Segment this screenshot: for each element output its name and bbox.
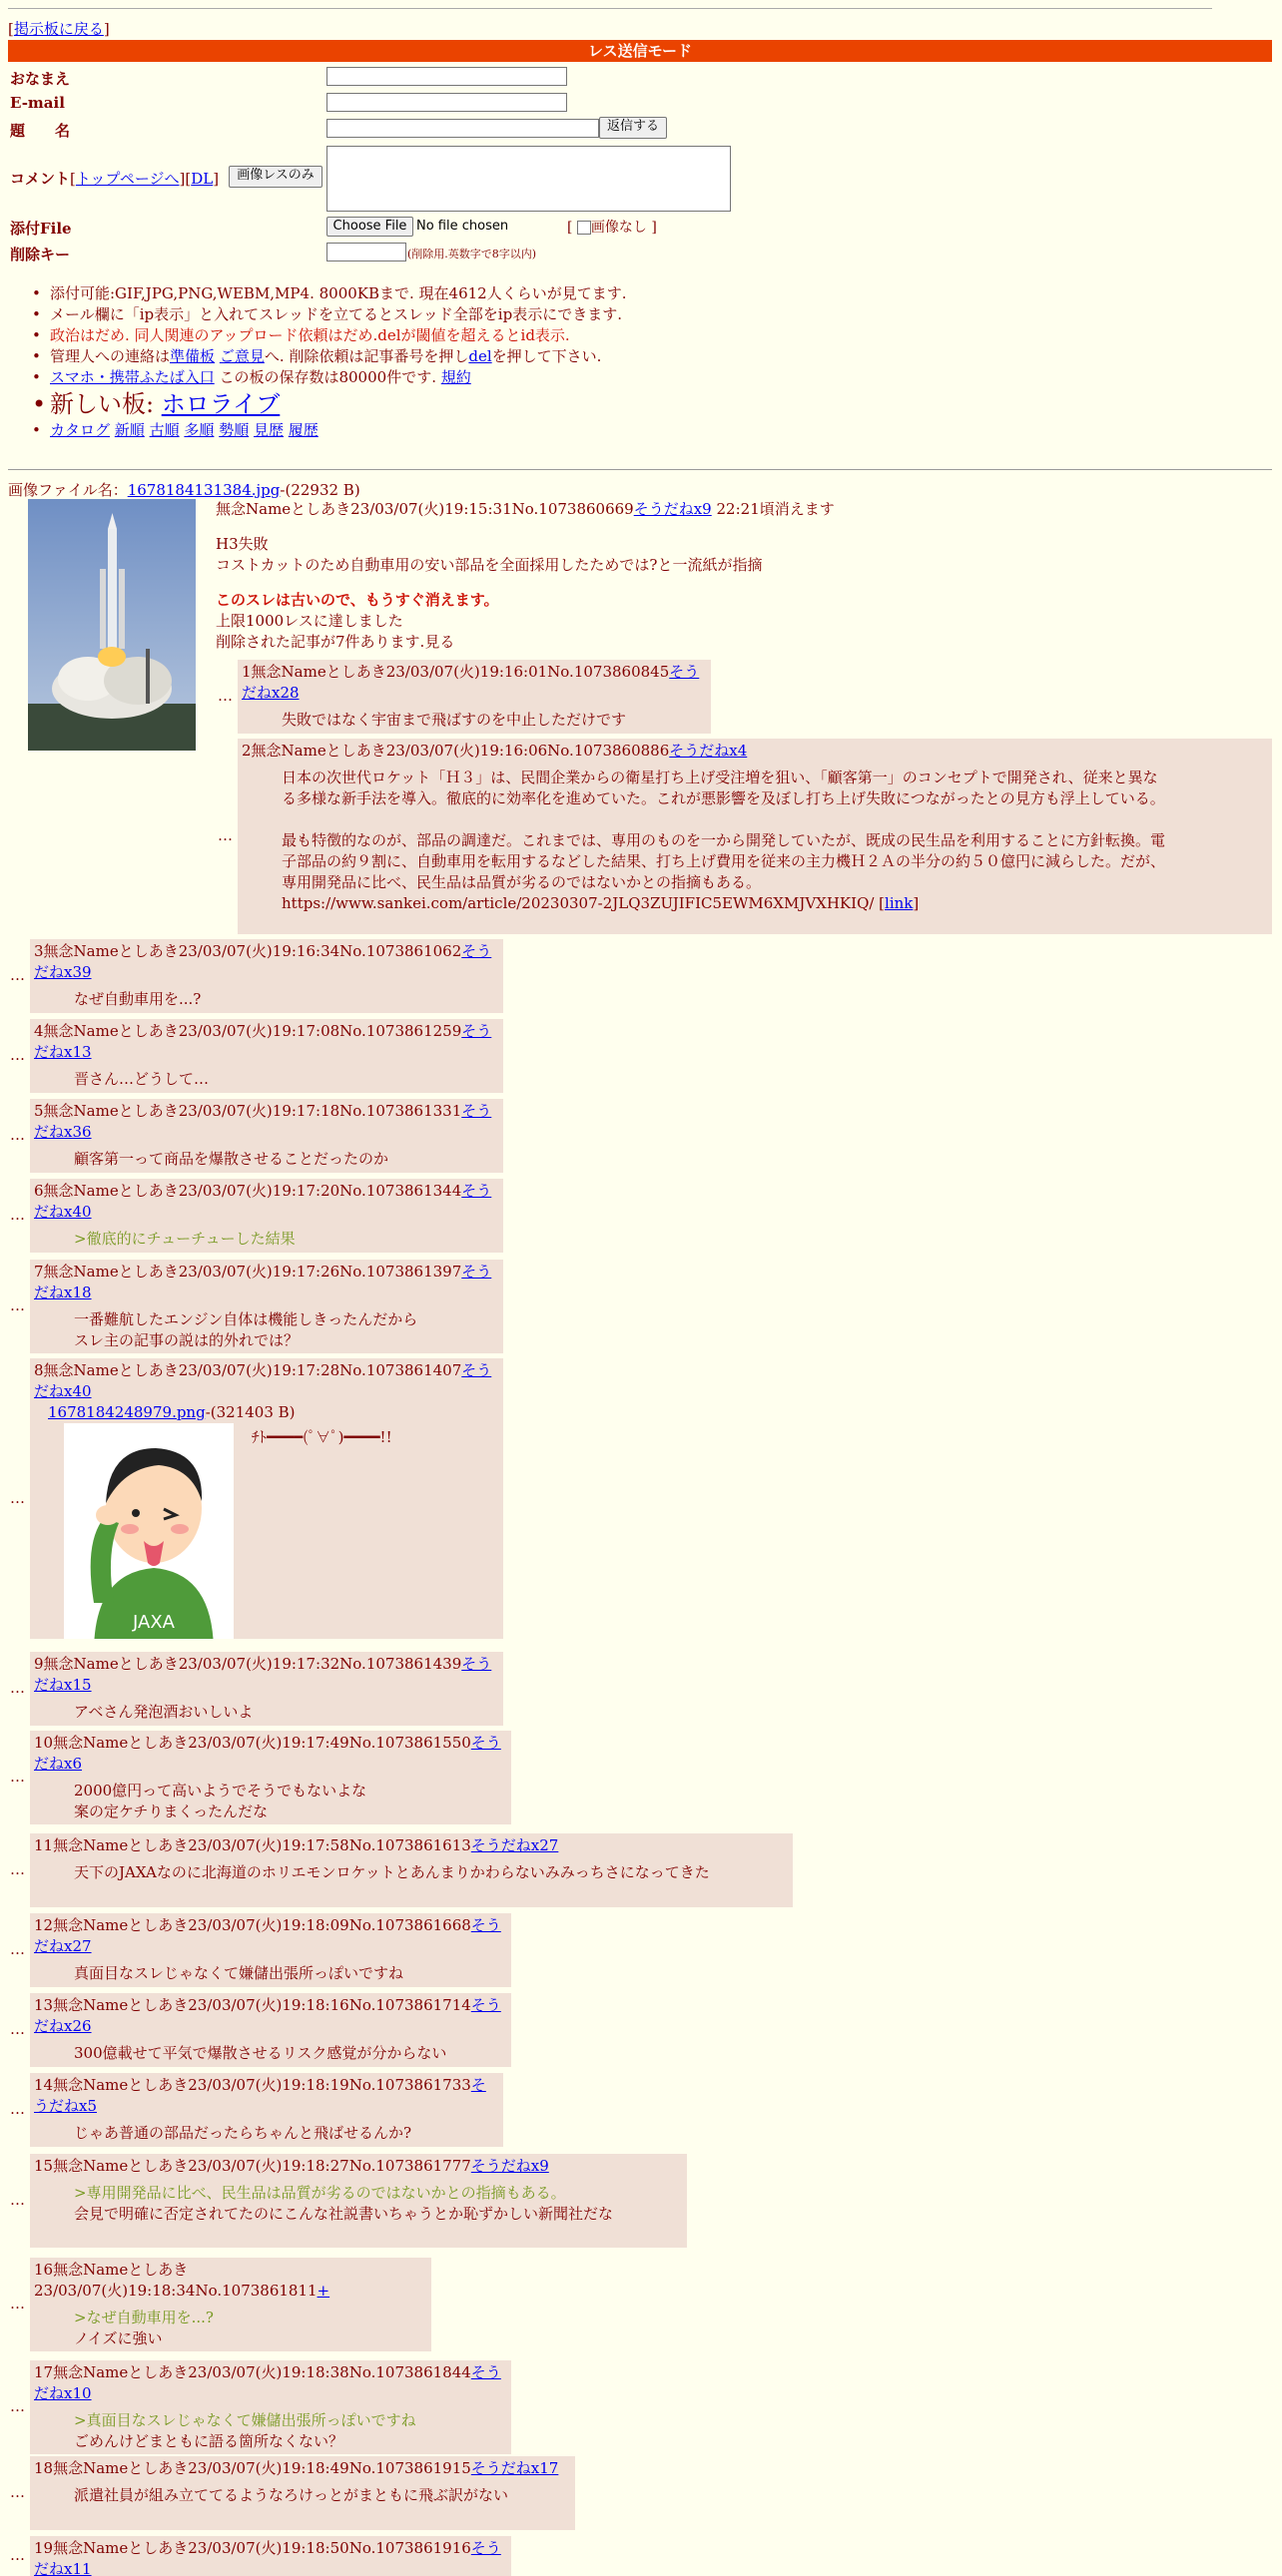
note-mobile: • スマホ・携帯ふたば入口 この板の保存数は80000件です. 規約 [50, 367, 627, 388]
reply-line: 2000億円って高いようでそうでもないよな [74, 1782, 367, 1800]
submit-button[interactable]: 返信する [599, 117, 667, 139]
reply-line: る多様な新手法を導入。徹底的に効率化を進めていた。これが悪影響を及ぼし打ち上げ失敗につながったとの見方も浮上している。 [282, 789, 1165, 807]
reply-post [238, 739, 1272, 934]
top-divider [8, 8, 1212, 9]
reply-ellipsis: … [10, 966, 25, 984]
reply-header [34, 1733, 507, 1775]
reply-line: 派遣社員が組み立ててるようなろけっとがまともに飛ぶ訳がない [74, 2486, 509, 2504]
reply-header [34, 1360, 499, 1402]
goiken-link[interactable]: ご意見 [219, 347, 265, 365]
reply-post [30, 1019, 503, 1093]
reply-post [30, 2258, 431, 2351]
reply-image-irasutoya[interactable] [64, 1423, 234, 1639]
soudane-link[interactable]: そうだねx17 [470, 2459, 559, 2477]
reply-body [74, 2485, 571, 2506]
reply-meta: 9無念Nameとしあき23/03/07(火)19:17:32No.1073861439 [34, 1655, 462, 1673]
soudane-link[interactable]: + [317, 2282, 330, 2300]
sort-many-link[interactable]: 多順 [184, 421, 215, 439]
reply-post [30, 1099, 503, 1173]
reply-meta: 2無念Nameとしあき23/03/07(火)19:16:06No.1073860886 [242, 742, 670, 760]
reply-header [242, 662, 707, 704]
thread-op [216, 499, 835, 653]
reply-line: 日本の次世代ロケット「Ｈ３」は、民間企業からの衛星打ち上げ受注増を狙い、「顧客第一」のコンセプトで開発され、従来と異な [282, 769, 1158, 786]
reply-file-link[interactable]: 1678184248979.png [48, 1403, 206, 1421]
op-old-warning: このスレは古いので、もうすぐ消えます。 [216, 591, 499, 609]
rules-link[interactable]: 規約 [440, 368, 471, 386]
reply-body [282, 710, 707, 731]
note-ip: • メール欄に「ip表示」と入れてスレッドを立てるとスレッド全部をip表示にできます. [50, 304, 627, 325]
soudane-link[interactable]: そうだねx4 [669, 742, 748, 760]
soudane-link[interactable]: そうだねx26 [34, 1996, 501, 2035]
reply-line: 最も特徴的なのが、部品の調達だ。これまでは、専用のものを一から開発していたが、既成の民生品を利用することに方針転換。電 [282, 831, 1166, 849]
mid-divider [8, 469, 1272, 470]
reply-header [242, 741, 1268, 762]
reply-meta: 15無念Nameとしあき23/03/07(火)19:18:27No.1073861777 [34, 2157, 471, 2175]
reply-meta: 1無念Nameとしあき23/03/07(火)19:16:01No.1073860845 [242, 663, 670, 681]
reply-post [30, 1260, 503, 1353]
back-to-board-link[interactable]: 掲示板に戻る [13, 20, 104, 38]
source-link[interactable]: link [885, 894, 914, 912]
thread-file-link[interactable]: 1678184131384.jpg [127, 481, 281, 499]
reply-post [30, 939, 503, 1013]
reply-post [30, 2360, 511, 2454]
choose-file-button[interactable]: Choose File [326, 217, 413, 237]
reply-body [74, 1702, 499, 1723]
soudane-link[interactable]: そうだねx28 [242, 663, 700, 702]
reply-meta: 8無念Nameとしあき23/03/07(火)19:17:28No.1073861407 [34, 1361, 462, 1379]
reply-header [34, 2260, 427, 2302]
reply-ellipsis: … [10, 1296, 25, 1314]
op-header: 無念Nameとしあき23/03/07(火)19:15:31No.1073860669そうだねx9 22:21頃消えます [216, 500, 835, 518]
reply-ellipsis: … [10, 2020, 25, 2038]
reply-line: 一番難航したエンジン自体は機能しきったんだから [74, 1310, 418, 1328]
reply-ellipsis: … [218, 826, 233, 844]
reply-body [74, 2308, 427, 2349]
reply-file-info [48, 1402, 499, 1423]
email-label: E-mail [10, 94, 65, 112]
reply-line: 会見で明確に否定されてたのにこんな社説書いちゃうとか恥ずかしい新聞社だな [74, 2205, 614, 2223]
reply-ellipsis: … [10, 1046, 25, 1064]
reply-header [34, 2362, 507, 2404]
sort-old-link[interactable]: 古順 [149, 421, 180, 439]
reply-line: 専用開発品に比べ、民生品は品質が劣るのではないかとの指摘もある。 [282, 873, 762, 891]
delkey-hint: (削除用.英数字で8字以内) [407, 248, 537, 260]
delkey-input[interactable] [326, 243, 406, 261]
reply-ellipsis: … [10, 1126, 25, 1144]
note-filetypes: • 添付可能:GIF,JPG,PNG,WEBM,MP4. 8000KBまで. 現在4612人くらいが見てます. [50, 283, 627, 304]
dl-link[interactable]: DL [191, 170, 214, 188]
reply-line: 真面目なスレじゃなくて嫌儲出張所っぽいですね [74, 1964, 404, 1982]
mobile-link[interactable]: スマホ・携帯ふたば入口 [50, 368, 215, 386]
post-mode-header: レス送信モード [8, 40, 1272, 62]
reply-post [30, 1358, 503, 1639]
image-only-button[interactable]: 画像レスのみ [229, 166, 322, 188]
reply-header [34, 1835, 789, 1856]
soudane-link[interactable]: そうだねx9 [470, 2157, 549, 2175]
reply-body [74, 1149, 499, 1170]
reply-ellipsis: … [10, 2295, 25, 2313]
reply-line: 晋さん…どうして… [74, 1070, 210, 1088]
op-deleted: 削除された記事が7件あります.見る [216, 633, 455, 651]
reply-header [34, 941, 499, 983]
reply-line: スレ主の記事の説は的外れでは？ [74, 1331, 300, 1349]
reply-line: ノイズに強い [74, 2329, 163, 2347]
source-url: https://www.sankei.com/article/20230307-2JLQ3ZUJIFIC5EWM6XMJVXHKIQ/ [ [282, 894, 886, 912]
reply-body [74, 1309, 499, 1351]
reply-ellipsis: … [10, 2546, 25, 2564]
sort-new-link[interactable]: 新順 [114, 421, 145, 439]
soudane-link[interactable]: そうだねx5 [34, 2076, 486, 2115]
reply-header [34, 2075, 499, 2117]
reply-quote: >専用開発品に比べ、民生品は品質が劣るのではないかとの指摘もある。 [74, 2184, 566, 2202]
reply-header [34, 2458, 571, 2479]
view-history-link[interactable]: 見歴 [253, 421, 284, 439]
reply-line: 失敗ではなく宇宙まで飛ばすのを中止しただけです [282, 711, 627, 729]
reply-meta: 18無念Nameとしあき23/03/07(火)19:18:49No.1073861915 [34, 2459, 471, 2477]
reply-header [34, 2538, 507, 2576]
soudane-link[interactable]: そうだねx11 [34, 2539, 501, 2576]
reply-body [282, 768, 1268, 914]
reply-post [30, 1833, 793, 1907]
reply-source [282, 893, 1268, 914]
source-close: ] [913, 894, 920, 912]
reply-line: 顧客第一って商品を爆散させることだったのか [74, 1150, 389, 1168]
reply-body [74, 2043, 507, 2064]
reply-ellipsis: … [10, 2191, 25, 2209]
reply-post [30, 2073, 503, 2147]
note-catalog [50, 420, 627, 441]
reply-meta: 11無念Nameとしあき23/03/07(火)19:17:58No.1073861613 [34, 1836, 471, 1854]
reply-post [238, 660, 711, 734]
reply-body [74, 989, 499, 1010]
delkey-label: 削除キー [10, 246, 71, 263]
reply-body [74, 1781, 507, 1822]
reply-meta: 7無念Nameとしあき23/03/07(火)19:17:26No.1073861397 [34, 1263, 462, 1281]
email-input[interactable] [326, 93, 567, 112]
no-image-group: [ 画像なし ] [567, 220, 657, 236]
reply-header [34, 2156, 683, 2177]
reply-meta: 19無念Nameとしあき23/03/07(火)19:18:50No.1073861916 [34, 2539, 471, 2557]
file-label: 添付File [10, 220, 72, 238]
soudane-link[interactable]: そうだねx40 [34, 1182, 492, 1221]
reply-ellipsis: … [10, 1940, 25, 1958]
comment-textarea[interactable] [326, 146, 731, 212]
soudane-link[interactable]: そうだねx39 [34, 942, 492, 981]
catalog-link[interactable]: カタログ [50, 421, 111, 439]
note-politics: • 政治はだめ. 同人関連のアップロード依頼はだめ.delが閾値を超えるとid表示. [50, 325, 627, 346]
op-line-1: H3失敗 [216, 535, 269, 553]
reply-ellipsis: … [10, 1768, 25, 1786]
reply-ellipsis: … [10, 2397, 25, 2415]
reply-ellipsis: … [218, 687, 233, 705]
jaxa-label: JAXA [133, 1612, 175, 1633]
op-soudane[interactable]: そうだねx9 [633, 500, 712, 518]
soudane-link[interactable]: そうだねx18 [34, 1263, 492, 1301]
reply-meta: 12無念Nameとしあき23/03/07(火)19:18:09No.1073861668 [34, 1916, 471, 1934]
reply-meta: 13無念Nameとしあき23/03/07(火)19:18:16No.1073861714 [34, 1996, 471, 2014]
reply-meta: 4無念Nameとしあき23/03/07(火)19:17:08No.1073861259 [34, 1022, 462, 1040]
reply-ellipsis: … [10, 2483, 25, 2501]
reply-line: 子部品の約９割に、自動車用を転用するなどした結果、打ち上げ費用を従来の主力機Ｈ２Ａの半分の約５０億円に減らした。だが、 [282, 852, 1166, 870]
soudane-link[interactable]: そうだねx36 [34, 1102, 492, 1141]
reply-post [30, 2536, 511, 2576]
reply-body [74, 1963, 507, 1984]
note-new-board: • 新しい板: ホロライブ [50, 388, 627, 420]
reply-line [282, 809, 1268, 830]
soudane-link[interactable]: そうだねx27 [34, 1916, 501, 1955]
reply-header [34, 1262, 499, 1303]
reply-quote: >なぜ自動車用を...? [74, 2309, 214, 2326]
comment-label-group: コメント[トップページへ][DL] [10, 170, 220, 188]
reply-ellipsis: … [10, 1488, 25, 1507]
thread-file-info: 画像ファイル名：1678184131384.jpg-(22932 B) [8, 481, 360, 499]
reply-line: なぜ自動車用を...? [74, 990, 202, 1008]
del-link[interactable]: del [468, 347, 492, 365]
reply-meta: 6無念Nameとしあき23/03/07(火)19:17:20No.1073861344 [34, 1182, 462, 1200]
reply-body [252, 1427, 392, 1639]
reply-meta: 14無念Nameとしあき23/03/07(火)19:18:19No.1073861733 [34, 2076, 471, 2094]
reply-line: ﾁﾄ━━━━(ﾟ∀ﾟ)━━━━!! [252, 1428, 392, 1446]
soudane-link[interactable]: そうだねx13 [34, 1022, 492, 1061]
sort-momentum-link[interactable]: 勢順 [219, 421, 250, 439]
soudane-link[interactable]: そうだねx10 [34, 2363, 501, 2402]
comment-label: コメント [10, 170, 71, 188]
reply-meta: 10無念Nameとしあき23/03/07(火)19:17:49No.1073861550 [34, 1734, 471, 1752]
reply-post [30, 2154, 687, 2248]
op-line-2: コストカットのため自動車用の安い部品を全面採用したためでは?と一流紙が指摘 [216, 556, 763, 574]
reply-meta: 16無念Nameとしあき23/03/07(火)19:18:34No.1073861811 [34, 2261, 318, 2300]
reply-meta: 17無念Nameとしあき23/03/07(火)19:18:38No.1073861844 [34, 2363, 471, 2381]
top-page-link[interactable]: トップページへ [75, 170, 180, 188]
junbi-link[interactable]: 準備板 [170, 347, 216, 365]
reply-ellipsis: … [10, 1679, 25, 1697]
reply-header [34, 1181, 499, 1223]
reply-post [30, 1993, 511, 2067]
subject-input[interactable] [326, 119, 599, 138]
reply-meta: 3無念Nameとしあき23/03/07(火)19:16:34No.1073861062 [34, 942, 462, 960]
reply-body [74, 2410, 507, 2452]
reply-header [34, 1995, 507, 2037]
reply-body [74, 1069, 499, 1090]
soudane-link[interactable]: そうだねx27 [470, 1836, 559, 1854]
name-label: おなまえ [10, 70, 71, 88]
reply-header [34, 1021, 499, 1063]
no-file-text: No file chosen [416, 219, 509, 234]
reply-header [34, 1654, 499, 1696]
reply-body [74, 2123, 499, 2144]
reply-line: アベさん発泡酒おいしいよ [74, 1703, 254, 1721]
soudane-link[interactable]: そうだねx15 [34, 1655, 492, 1694]
reply-post [30, 1731, 511, 1824]
reply-body [74, 1862, 789, 1883]
soudane-link[interactable]: そうだねx6 [34, 1734, 501, 1773]
no-image-checkbox[interactable] [577, 221, 591, 235]
reply-header [34, 1915, 507, 1957]
history-link[interactable]: 履歴 [288, 421, 319, 439]
reply-file-size: -(321403 B) [205, 1403, 296, 1421]
subject-label: 題 名 [10, 122, 71, 140]
reply-quote: >徹底的にチューチューした結果 [74, 1230, 296, 1248]
reply-quote: >真面目なスレじゃなくて嫌儲出張所っぽいですね [74, 2411, 416, 2429]
board-notes [50, 283, 627, 441]
reply-post [30, 1652, 503, 1726]
soudane-link[interactable]: そうだねx40 [34, 1361, 492, 1400]
op-limit: 上限1000レスに達しました [216, 612, 403, 630]
reply-ellipsis: … [10, 1206, 25, 1224]
reply-post [30, 2456, 575, 2530]
reply-meta: 5無念Nameとしあき23/03/07(火)19:17:18No.1073861331 [34, 1102, 462, 1120]
reply-header [34, 1101, 499, 1143]
reply-ellipsis: … [10, 1860, 25, 1878]
thread-image-rocket[interactable] [28, 499, 196, 751]
reply-body [74, 1229, 499, 1250]
reply-post [30, 1179, 503, 1253]
note-contact: • 管理人への連絡は準備板 ご意見へ. 削除依頼は記事番号を押しdelを押して下さい. [50, 346, 627, 367]
reply-line: 天下のJAXAなのに北海道のホリエモンロケットとあんまりかわらないみみっちさになってきた [74, 1863, 710, 1881]
reply-line: 案の定ケチりまくったんだな [74, 1803, 269, 1820]
reply-line: 300億載せて平気で爆散させるリスク感覚が分からない [74, 2044, 447, 2062]
reply-ellipsis: … [10, 2100, 25, 2118]
name-input[interactable] [326, 67, 567, 86]
reply-post [30, 1913, 511, 1987]
back-to-board: [掲示板に戻る] [8, 20, 110, 38]
reply-body [74, 2183, 683, 2225]
reply-line: じゃあ普通の部品だったらちゃんと飛ばせるんか? [74, 2124, 412, 2142]
new-board-link[interactable]: ホロライブ [161, 390, 281, 418]
reply-line: ごめんけどまともに語る箇所なくない？ [74, 2432, 344, 2450]
